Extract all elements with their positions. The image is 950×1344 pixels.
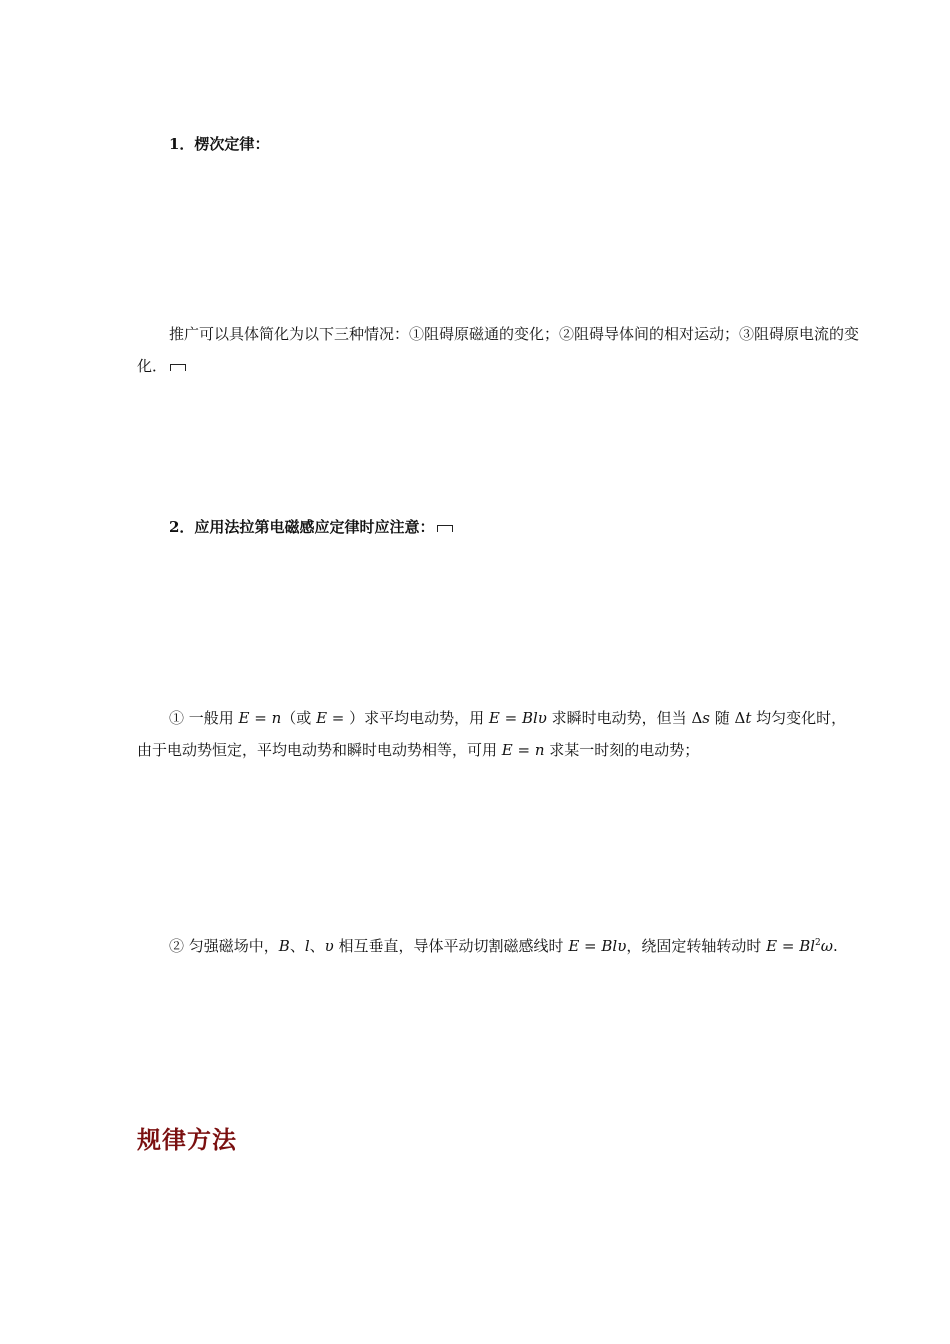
heading-faraday-law: 2．应用法拉第电磁感应定律时应注意： (137, 511, 861, 543)
paragraph-lenz-cases: 推广可以具体简化为以下三种情况：①阻碍原磁通的变化；②阻碍导体间的相对运动；③阻碍原电流的变化． (137, 325, 860, 375)
heading-lenz-law: 1．楞次定律： (169, 135, 270, 153)
paragraph-motional-emf: ② 匀强磁场中，B、l、υ 相互垂直，导体平动切割磁感线时 E = Blυ，绕固定转轴转动时 $E = Bl^2\omega$. (169, 937, 838, 955)
placeholder-mark-icon (437, 525, 453, 532)
paragraph-emf-average: ① 一般用 E = n（或 E = ）求平均电动势，用 E = Blυ 求瞬时电动势，但当 Δs 随 Δt 均匀变化时，由于电动势恒定，平均电动势和瞬时电动势相等，可用 E = n 求某一时刻的电动势； (137, 709, 847, 759)
placeholder-mark-icon (170, 364, 186, 371)
section-title: 规律方法 (137, 1126, 237, 1154)
